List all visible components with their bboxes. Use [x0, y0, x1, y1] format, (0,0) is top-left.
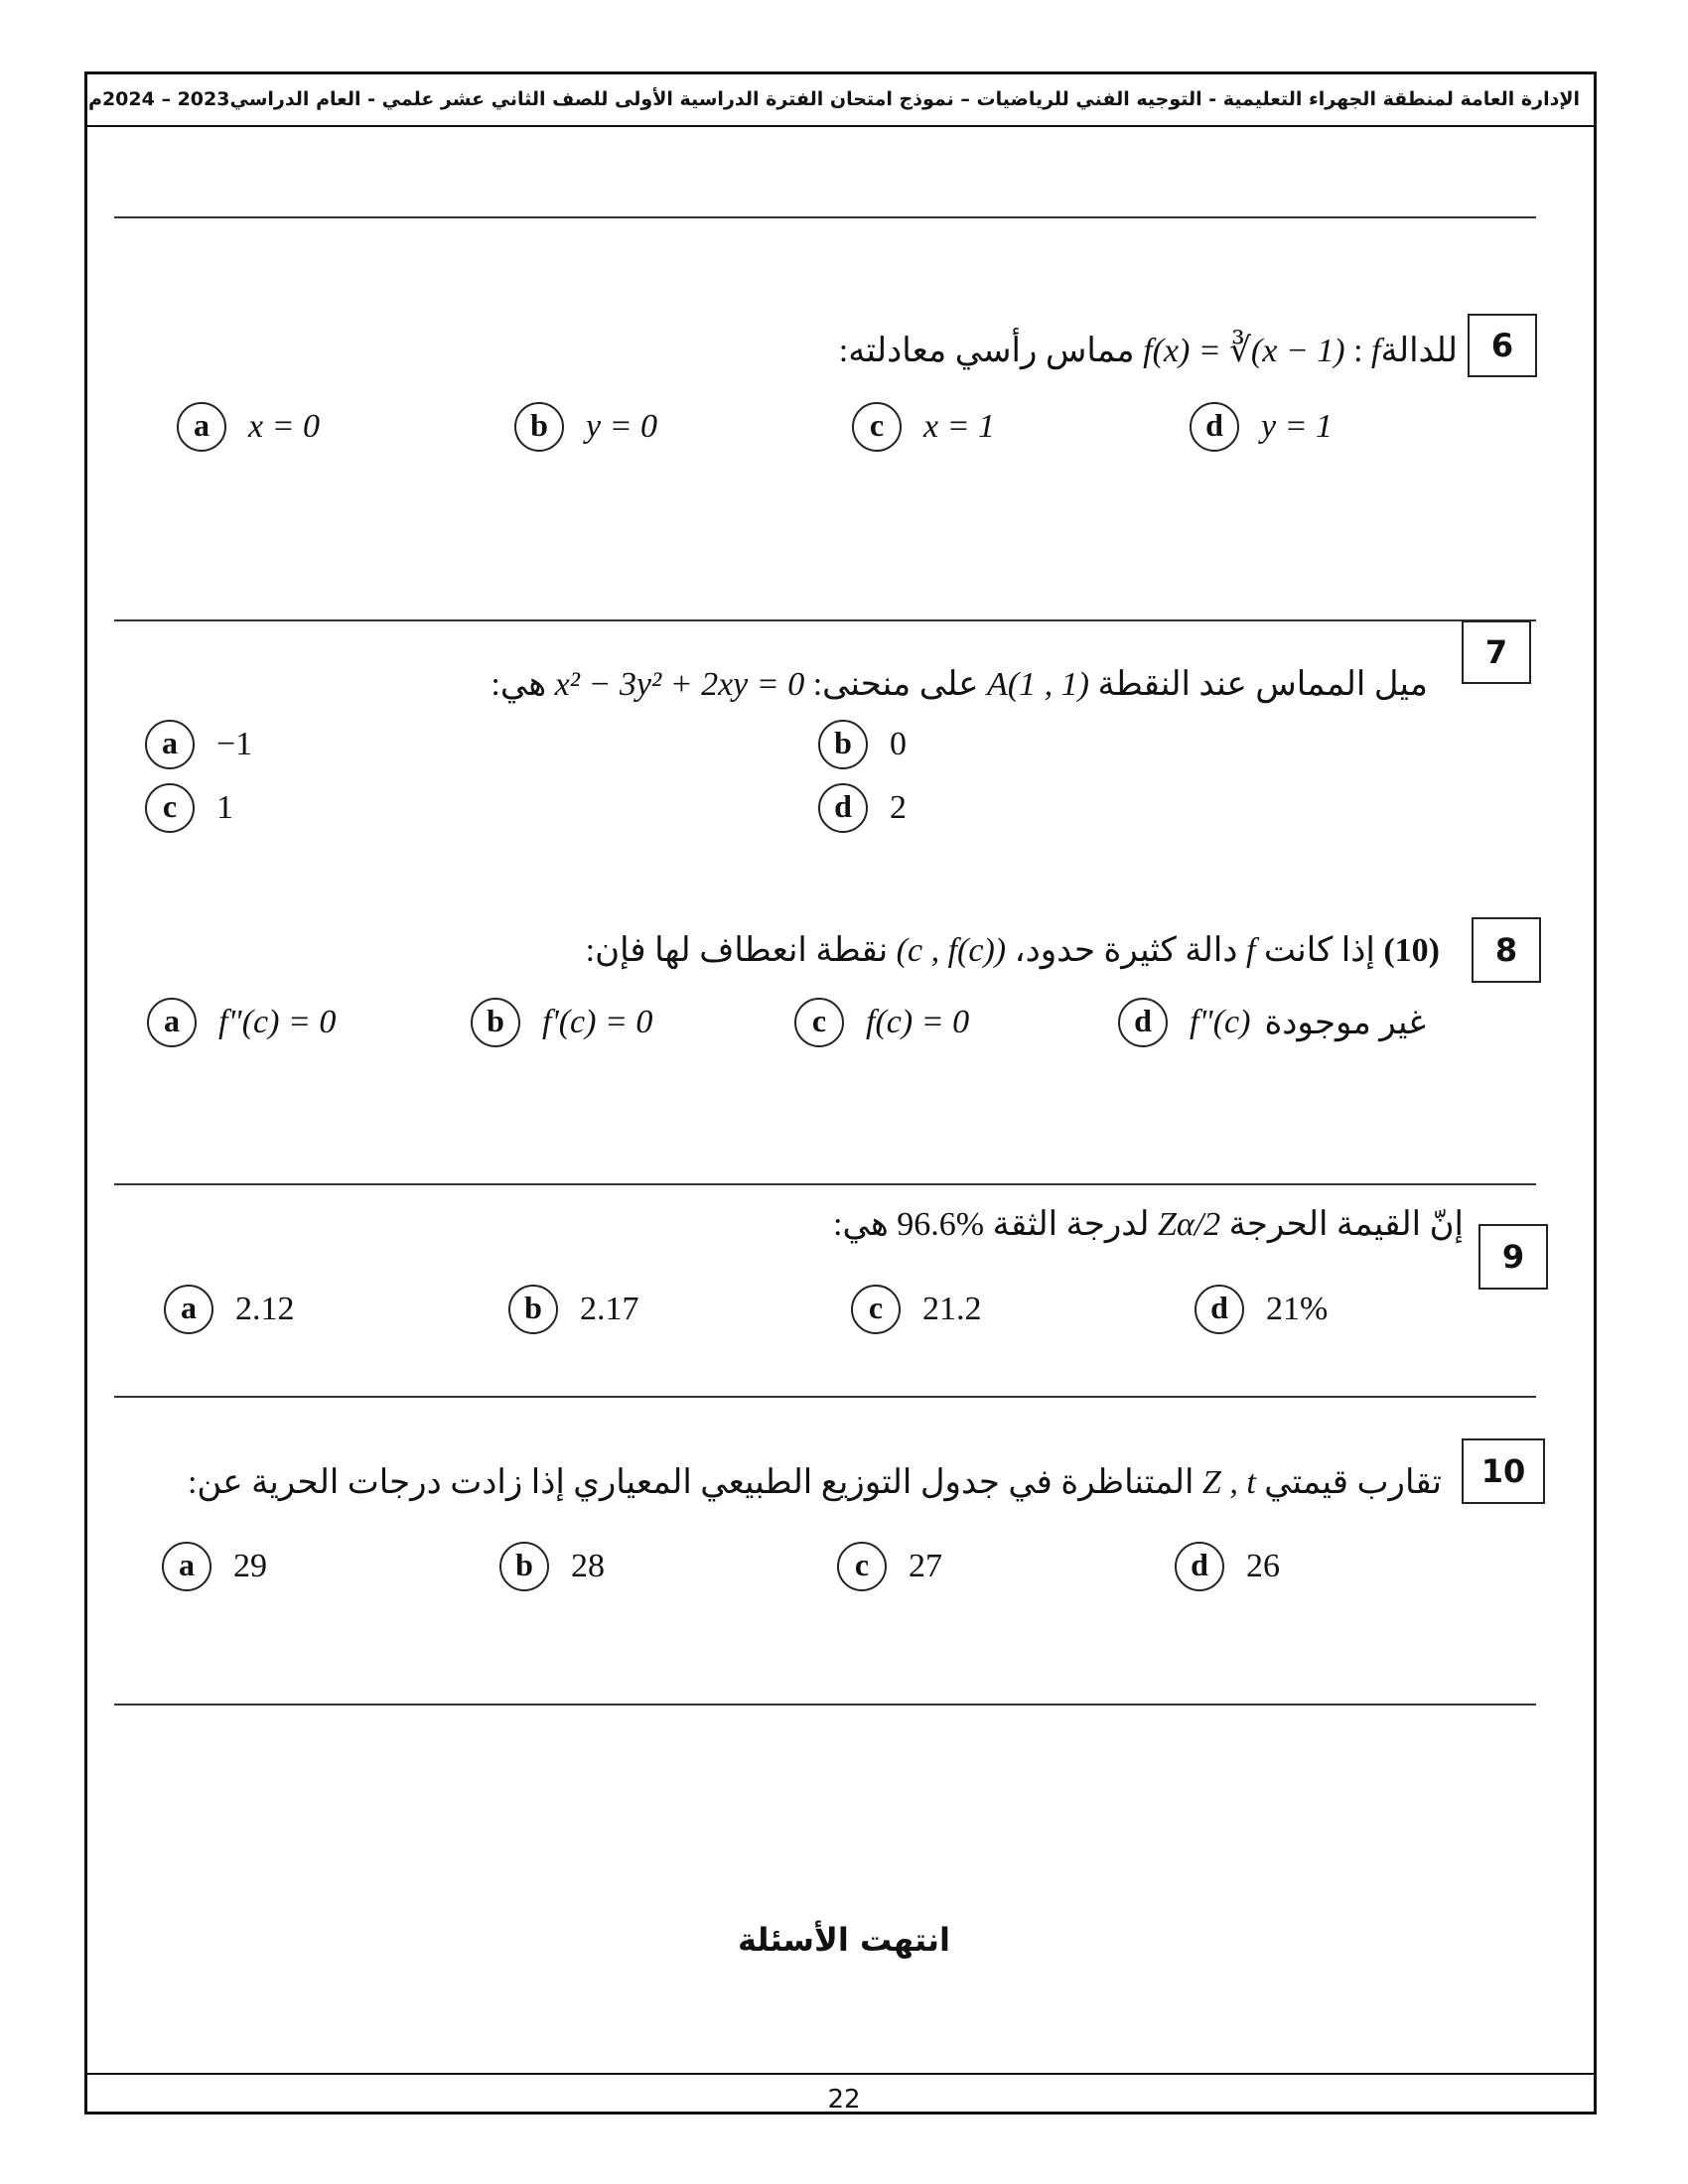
q9-option-c[interactable] [851, 1282, 982, 1337]
option-value: y = 0 [586, 408, 658, 445]
q9-option-b[interactable] [508, 1282, 639, 1337]
option-value: f'(c) = 0 [542, 1004, 653, 1040]
q7-stem-mid: على منحنى: [812, 666, 979, 703]
option-letter-circle: c [837, 1542, 887, 1591]
section-divider [114, 1396, 1536, 1398]
q6-stem-before: للدالة [1380, 333, 1458, 369]
q8-option-b[interactable] [471, 995, 652, 1050]
q6-stem-after: مماس رأسي معادلته: [838, 333, 1135, 369]
option-value-suffix: غير موجودة [1264, 1005, 1427, 1041]
page-number: 22 [827, 2085, 861, 2115]
question-number-7: 7 [1462, 620, 1531, 684]
q9-stem-percent: 96.6% [897, 1206, 985, 1243]
section-divider [114, 619, 1536, 621]
q7-option-b[interactable] [818, 717, 907, 772]
q7-stem-equation: x² − 3y² + 2xy = 0 [554, 666, 805, 703]
option-letter-circle: c [852, 402, 902, 452]
option-value: y = 1 [1261, 408, 1334, 445]
option-letter-circle: d [1175, 1542, 1224, 1591]
q6-option-c[interactable] [852, 399, 995, 455]
option-value: −1 [216, 726, 253, 762]
end-of-questions: انتهت الأسئلة [738, 1921, 950, 1959]
q10-option-a[interactable] [162, 1539, 267, 1594]
option-value: f"(c) [1190, 1004, 1251, 1040]
q10-option-d[interactable] [1175, 1539, 1280, 1594]
option-value: 28 [571, 1548, 605, 1584]
question-8-stem [586, 927, 1440, 975]
q9-stem-mid: لدرجة الثقة [992, 1206, 1150, 1243]
q6-stem-func: f [1371, 333, 1381, 369]
option-letter-circle: c [851, 1285, 901, 1334]
option-letter-circle: d [1190, 402, 1239, 452]
option-value: f"(c) = 0 [218, 1004, 337, 1040]
q6-stem-colon: : [1353, 333, 1372, 369]
q7-option-c[interactable] [145, 780, 233, 836]
q8-stem-mid: دالة كثيرة حدود، [1014, 932, 1238, 969]
option-letter-circle: d [818, 783, 868, 833]
q8-stem-after: نقطة انعطاف لها فإن: [585, 932, 889, 969]
q10-option-b[interactable] [499, 1539, 605, 1594]
q8-stem-point: (c , f(c)) [896, 932, 1007, 969]
q8-option-d[interactable] [1118, 995, 1426, 1050]
q8-option-c[interactable] [794, 995, 969, 1050]
section-divider [114, 216, 1536, 218]
q6-option-b[interactable] [514, 399, 657, 455]
q7-stem-after: هي: [491, 666, 547, 703]
option-letter-circle: d [1195, 1285, 1244, 1334]
q9-stem-after: هي: [833, 1206, 889, 1243]
q10-option-c[interactable] [837, 1539, 942, 1594]
option-letter-circle: b [471, 998, 520, 1047]
footer-divider [87, 2073, 1594, 2075]
option-value: f(c) = 0 [866, 1004, 970, 1040]
q6-stem-formula: f(x) = ∛(x − 1) [1143, 333, 1345, 369]
option-value: x = 1 [923, 408, 996, 445]
option-value: 1 [216, 789, 233, 826]
option-value: 29 [233, 1548, 267, 1584]
q9-option-d[interactable] [1195, 1282, 1328, 1337]
option-value: 0 [890, 726, 907, 762]
question-number-9: 9 [1478, 1224, 1548, 1290]
option-value: 2.12 [235, 1291, 295, 1327]
question-number-6: 6 [1468, 314, 1537, 377]
option-value: 21.2 [922, 1291, 982, 1327]
q6-option-d[interactable] [1190, 399, 1333, 455]
q8-stem-ref: (10) [1383, 932, 1440, 969]
q10-stem-vars: Z , t [1201, 1464, 1256, 1501]
q9-option-a[interactable] [164, 1282, 295, 1337]
question-number-8: 8 [1472, 917, 1541, 983]
q8-stem-func: f [1245, 932, 1256, 969]
option-letter-circle: a [147, 998, 197, 1047]
option-letter-circle: a [145, 720, 195, 769]
q9-stem-before: إنّ القيمة الحرجة [1228, 1206, 1464, 1243]
option-letter-circle: c [794, 998, 844, 1047]
option-letter-circle: d [1118, 998, 1168, 1047]
q7-option-d[interactable] [818, 780, 907, 836]
q9-stem-symbol: Zα/2 [1157, 1206, 1221, 1243]
option-value: 21% [1266, 1291, 1329, 1327]
q6-option-a[interactable] [177, 399, 320, 455]
q10-stem-before: تقارب قيمتي [1264, 1464, 1442, 1501]
option-letter-circle: a [164, 1285, 213, 1334]
question-number-10: 10 [1462, 1438, 1545, 1504]
option-value: 26 [1246, 1548, 1280, 1584]
option-value: 2.17 [580, 1291, 639, 1327]
option-value: 27 [909, 1548, 942, 1584]
page-frame [84, 71, 1597, 2115]
q7-stem-point: A(1 , 1) [987, 666, 1090, 703]
option-value: x = 0 [248, 408, 321, 445]
section-divider [114, 1183, 1536, 1185]
option-letter-circle: b [818, 720, 868, 769]
option-value: 2 [890, 789, 907, 826]
q10-stem-after: المتناظرة في جدول التوزيع الطبيعي المعياري إذا زادت درجات الحرية عن: [187, 1464, 1195, 1501]
q7-stem-before: ميل المماس عند النقطة [1097, 666, 1428, 703]
section-divider [114, 1704, 1536, 1706]
option-letter-circle: a [177, 402, 226, 452]
option-letter-circle: a [162, 1542, 211, 1591]
option-letter-circle: b [514, 402, 564, 452]
q7-option-a[interactable] [145, 717, 252, 772]
option-letter-circle: b [508, 1285, 558, 1334]
option-letter-circle: c [145, 783, 195, 833]
option-letter-circle: b [499, 1542, 549, 1591]
q8-stem-before: إذا كانت [1263, 932, 1375, 969]
q8-option-a[interactable] [147, 995, 336, 1050]
question-10-stem [188, 1459, 1442, 1507]
question-9-stem [833, 1201, 1464, 1249]
question-7-stem [491, 661, 1428, 709]
exam-header: الإدارة العامة لمنطقة الجهراء التعليمية - التوجيه الفني للرياضيات – نموذج امتحان الفترة الدراسية الأولى للصف الثاني عشر علمي - العام الدراسي2023 – 2024م [87, 75, 1594, 127]
question-6-stem [839, 328, 1458, 375]
